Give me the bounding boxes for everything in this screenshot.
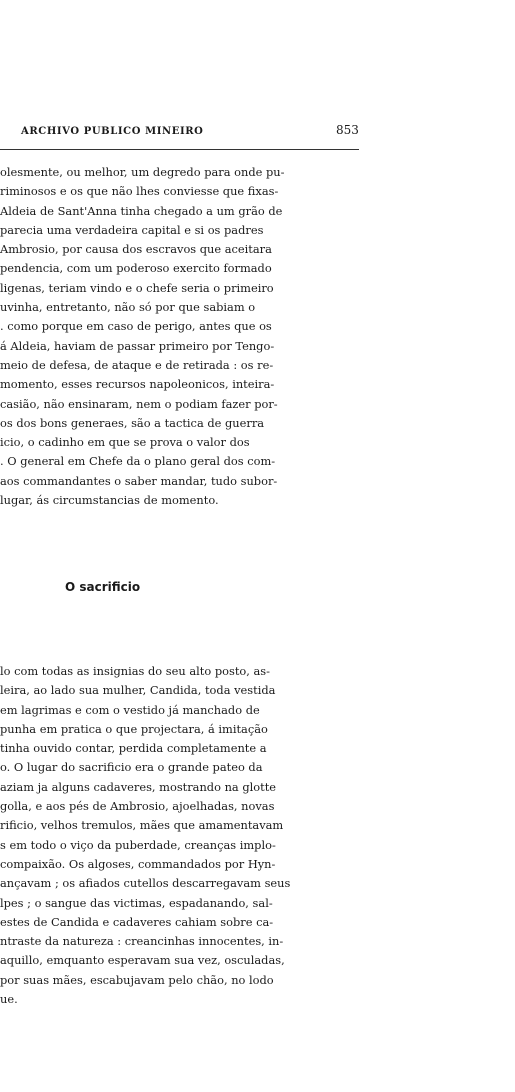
running-header [0,123,362,143]
text-line: momento, esses recursos napoleonicos, inteira- [0,377,275,392]
text-line: icio, o cadinho em que se prova o valor dos [0,435,250,450]
text-line: olesmente, ou melhor, um degredo para onde pu- [0,165,285,179]
text-line: meio de defesa, de ataque e de retirada : os re- [0,357,274,372]
text-line: ançavam ; os afiados cutellos descarregavam seus [0,876,291,891]
text-line: ue. [0,992,18,1007]
text-line: o. O lugar do sacrificio era o grande pateo da [0,760,263,775]
text-line: aquillo, emquanto esperavam sua vez, osculadas, [0,953,285,968]
text-line: tinha ouvido contar, perdida completamente a [0,741,267,756]
text-line: punha em pratica o que projectara, á imitação [0,721,268,736]
text-line: riminosos e os que não lhes conviesse que fixas- [0,184,279,199]
text-line: leira, ao lado sua mulher, Candida, toda vestida [0,683,276,698]
text-line: golla, e aos pés de Ambrosio, ajoelhadas, novas [0,799,275,814]
text-line: parecia uma verdadeira capital e si os padres [0,222,264,237]
text-line: ntraste da natureza : creancinhas innocentes, in- [0,934,284,949]
running-title: ARCHIVO PUBLICO MINEIRO [21,126,204,137]
text-line: ligenas, teriam vindo e o chefe seria o primeiro [0,280,274,295]
text-line: Aldeia de Sant'Anna tinha chegado a um grão de [0,203,283,218]
text-line: á Aldeia, haviam de passar primeiro por Tengo- [0,338,275,353]
text-line: s em todo o viço da puberdade, creanças implo- [0,837,276,852]
text-line: lpes ; o sangue das victimas, espadanando, sal- [0,895,273,910]
page-number: 853 [336,123,359,137]
text-line: em lagrimas e com o vestido já manchado de [0,702,260,717]
text-line: lugar, ás circumstancias de momento. [0,493,219,508]
text-line: estes de Candida e cadaveres cahiam sobre ca- [0,914,274,929]
text-line: aziam ja alguns cadaveres, mostrando na glotte [0,779,277,794]
text-line: . como porque em caso de perigo, antes que os [0,319,272,334]
text-line: Ambrosio, por causa dos escravos que aceitara [0,242,272,257]
text-line: pendencia, com um poderoso exercito formado [0,261,272,276]
paragraph-2 [0,662,362,1009]
section-title: O sacrificio [65,580,141,594]
text-line: rificio, velhos tremulos, mães que amamentavam [0,818,284,833]
text-line: os dos bons generaes, são a tactica de guerra [0,415,265,430]
text-line: lo com todas as insignias do seu alto posto, as- [0,664,270,678]
text-line: por suas mães, escabujavam pelo chão, no lodo [0,972,274,987]
text-line: . O general em Chefe da o plano geral dos com- [0,454,276,469]
text-line: aos commandantes o saber mandar, tudo subor- [0,473,278,488]
header-rule [0,149,359,150]
text-line: casião, não ensinaram, nem o podiam fazer por- [0,396,278,411]
text-line: uvinha, entretanto, não só por que sabiam o [0,300,256,315]
text-line: compaixão. Os algoses, commandados por Hyn- [0,856,276,871]
paragraph-1 [0,163,362,510]
